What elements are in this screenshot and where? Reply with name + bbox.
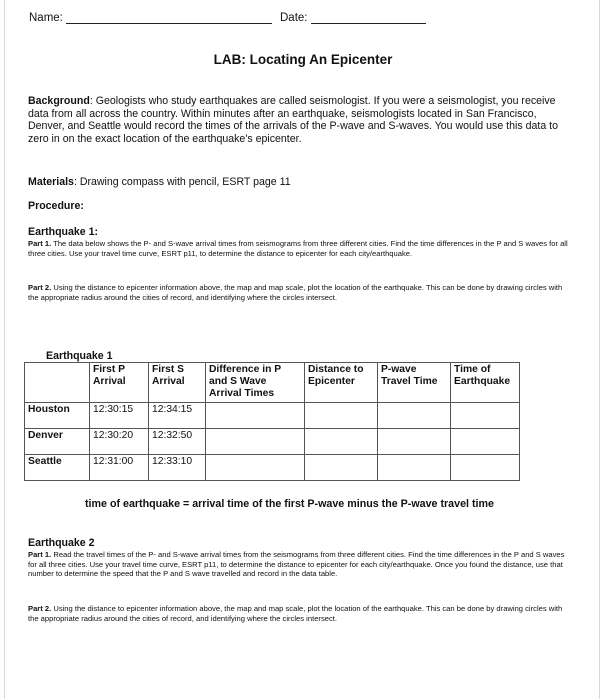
- name-label: Name:: [29, 12, 63, 24]
- header-p-travel: P-wave Travel Time: [378, 363, 451, 403]
- header-distance: Distance to Epicenter: [305, 363, 378, 403]
- eq1-heading: Earthquake 1:: [28, 226, 99, 238]
- row-first-p: 12:30:20: [90, 429, 149, 455]
- cell-distance[interactable]: [305, 455, 378, 481]
- eq1-part1-text: The data below shows the P- and S-wave arrival times from seismograms from three different cities. Find the time differences in the P and S waves for all three cities. Use your travel time curve, ESRT p11, to determine the distance to epicenter for each city/earthquake.: [28, 239, 568, 258]
- row-first-p: 12:30:15: [90, 403, 149, 429]
- header-city: [25, 363, 90, 403]
- cell-time-of-eq[interactable]: [451, 429, 520, 455]
- procedure-label: Procedure:: [28, 200, 84, 212]
- cell-p-travel[interactable]: [378, 429, 451, 455]
- eq2-part2-label: Part 2.: [28, 604, 52, 613]
- eq1-part2: [28, 283, 573, 302]
- table-row: [25, 455, 520, 481]
- header-time-of-eq: Time of Earthquake: [451, 363, 520, 403]
- date-label: Date:: [280, 12, 308, 24]
- cell-p-travel[interactable]: [378, 403, 451, 429]
- eq2-part1-label: Part 1.: [28, 550, 52, 559]
- earthquake-1-table: [24, 362, 520, 481]
- row-city: Denver: [25, 429, 90, 455]
- eq2-part1-text: Read the travel times of the P- and S-wave arrival times from the seismograms from three different cities. Find the time differences in the P and S waves for all three cities. Use your travel time curve, ESRT p11, to determine the distance to epicenter for each city/earthquake. Once you found the distance, use that number to determine the speed that the P and S wave travelled and record in the data table.: [28, 550, 565, 579]
- table-row: [25, 429, 520, 455]
- row-city: Seattle: [25, 455, 90, 481]
- cell-distance[interactable]: [305, 403, 378, 429]
- name-field[interactable]: [29, 11, 272, 24]
- row-first-s: 12:32:50: [149, 429, 206, 455]
- eq1-part2-text: Using the distance to epicenter information above, the map and map scale, plot the location of the earthquake. This can be done by drawing circles with the appropriate radius around the cities of record, and identifying where the circles intersect.: [28, 283, 563, 302]
- cell-difference[interactable]: [206, 455, 305, 481]
- cell-difference[interactable]: [206, 403, 305, 429]
- materials-text: : Drawing compass with pencil, ESRT page 11: [73, 176, 291, 188]
- table-row: [25, 403, 520, 429]
- materials-label: Materials: [28, 176, 74, 188]
- cell-time-of-eq[interactable]: [451, 403, 520, 429]
- header-first-p: First P Arrival: [90, 363, 149, 403]
- background-label: Background: [28, 95, 90, 107]
- cell-difference[interactable]: [206, 429, 305, 455]
- name-line[interactable]: [66, 11, 272, 24]
- formula-text: time of earthquake = arrival time of the first P-wave minus the P-wave travel time: [85, 498, 494, 510]
- background-text: : Geologists who study earthquakes are called seismologist. If you were a seismologist, you receive data from all across the country. Within minutes after an earthquake, seismologists located in San Francisco, Denver, and Seattle would record the times of the arrivals of the P-wave and S-waves. You would use this data to zero in on the exact location of the earthquake's epicenter.: [28, 95, 558, 145]
- header-first-s: First S Arrival: [149, 363, 206, 403]
- eq2-part2: [28, 604, 573, 623]
- eq1-part1-label: Part 1.: [28, 239, 52, 248]
- cell-time-of-eq[interactable]: [451, 455, 520, 481]
- row-first-s: 12:33:10: [149, 455, 206, 481]
- eq2-part2-text: Using the distance to epicenter information above, the map and map scale, plot the location of the earthquake. This can be done by drawing circles with the appropriate radius around the cities of record, and identifying where the circles intersect.: [28, 604, 563, 623]
- background-paragraph: [28, 95, 573, 145]
- eq1-part2-label: Part 2.: [28, 283, 52, 292]
- table-caption: Earthquake 1: [46, 350, 113, 362]
- row-first-s: 12:34:15: [149, 403, 206, 429]
- page-title: LAB: Locating An Epicenter: [213, 52, 393, 67]
- cell-distance[interactable]: [305, 429, 378, 455]
- materials-line: [28, 176, 291, 188]
- date-line[interactable]: [311, 11, 426, 24]
- eq2-heading: Earthquake 2: [28, 537, 95, 549]
- eq2-part1: [28, 550, 573, 579]
- row-first-p: 12:31:00: [90, 455, 149, 481]
- date-field[interactable]: [280, 11, 426, 24]
- cell-p-travel[interactable]: [378, 455, 451, 481]
- eq1-part1: [28, 239, 573, 258]
- row-city: Houston: [25, 403, 90, 429]
- header-difference: Difference in P and S Wave Arrival Times: [206, 363, 305, 403]
